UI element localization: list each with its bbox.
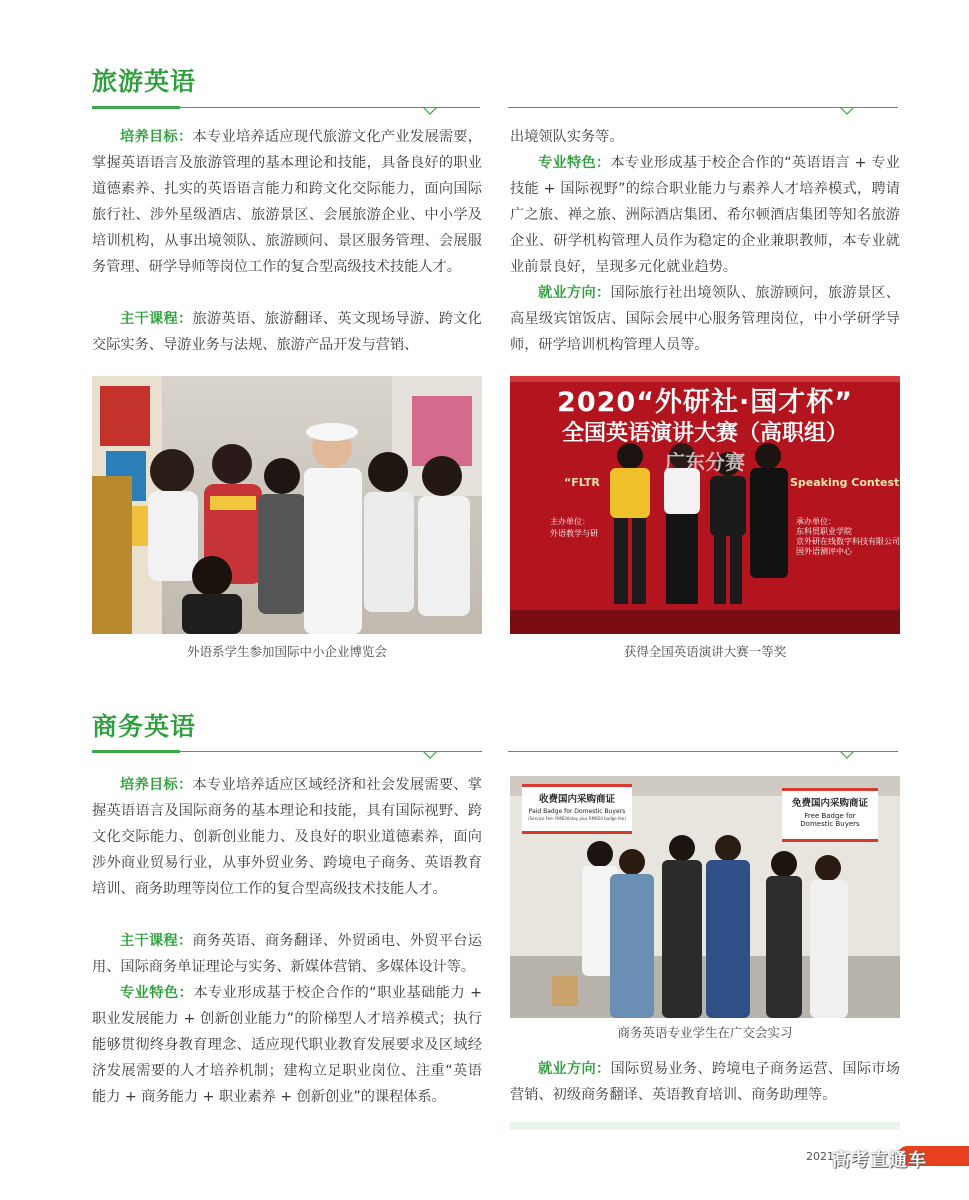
contest-banner-line4b: Speaking Contest xyxy=(790,476,900,489)
tourism-course-continued xyxy=(510,124,900,150)
tourism-course-cont-text: 出境领队实务等。 xyxy=(510,129,624,145)
photo-caption-expo: 外语系学生参加国际中小企业博览会 xyxy=(186,644,387,659)
tourism-goal-label: 培养目标： xyxy=(120,129,193,145)
fair-sign-right-en1: Free Badge for xyxy=(804,812,856,820)
chevron-down-icon xyxy=(423,107,437,115)
photo-speech-contest xyxy=(510,376,900,634)
chevron-down-icon xyxy=(840,107,854,115)
fair-sign-left-cn: 收费国内采购商证 xyxy=(538,794,615,805)
business-goal-label: 培养目标： xyxy=(120,777,193,793)
title-underline-accent xyxy=(92,106,180,109)
tourism-course-paragraph xyxy=(92,306,482,358)
fair-sign-right-en2: Domestic Buyers xyxy=(800,820,860,828)
chevron-down-icon xyxy=(840,751,854,759)
photo-expo-illustration xyxy=(92,376,482,634)
contest-org-right3: 国外语测评中心 xyxy=(796,547,852,556)
contest-org-right-label: 承办单位： xyxy=(796,517,836,526)
tourism-career-paragraph xyxy=(510,280,900,358)
photo-canton-fair xyxy=(510,776,900,1018)
tourism-feature-paragraph xyxy=(510,150,900,280)
business-goal-text: 本专业培养适应区域经济和社会发展需要、掌握英语语言及国际商务的基本理论和技能，具有国际视野、跨文化交际能力、创新创业能力、及良好的职业道德素养，面向涉外商业贸易行业，从事外贸业务、跨境电子商务、英语教育培训、商务助理等岗位工作的复合型高级技术技能人才。 xyxy=(92,777,482,897)
page-number: 2021 xyxy=(806,1150,834,1163)
fair-sign-left xyxy=(522,784,632,834)
section-title-tourism: 旅游英语 xyxy=(92,67,197,96)
photo-caption-canton-fair: 商务英语专业学生在广交会实习 xyxy=(617,1025,793,1040)
chevron-down-icon xyxy=(423,751,437,759)
brand-logo-text: 高考直通车 xyxy=(832,1150,927,1171)
bottom-decor-strip xyxy=(510,1122,900,1130)
contest-org-right2: 京外研在线数字科技有限公司 xyxy=(796,537,900,546)
business-course-text: 商务英语、商务翻译、外贸函电、外贸平台运用、国际商务单证理论与实务、新媒体营销、多媒体设计等。 xyxy=(92,933,482,975)
section-title-business: 商务英语 xyxy=(92,712,197,741)
tourism-course-text: 旅游英语、旅游翻译、英文现场导游、跨文化交际实务、导游业务与法规、旅游产品开发与营销、 xyxy=(92,311,482,353)
contest-org-right1: 东科贸职业学院 xyxy=(796,527,852,536)
contest-banner-line4: “FLTR xyxy=(564,476,600,489)
tourism-feature-text: 本专业形成基于校企合作的“英语语言 + 专业技能 + 国际视野”的综合职业能力与素养人才培养模式，聘请广之旅、禅之旅、洲际酒店集团、希尔顿酒店集团等知名旅游企业、研学机构管理人员作为稳定的企业兼职教师，本专业就业前景良好，呈现多元化就业趋势。 xyxy=(510,155,900,275)
business-career-paragraph xyxy=(510,1056,900,1108)
business-goal-paragraph xyxy=(92,772,482,902)
business-course-paragraph xyxy=(92,928,482,980)
tourism-career-text: 国际旅行社出境领队、旅游顾问，旅游景区、高星级宾馆饭店、国际会展中心服务管理岗位，中小学研学导师，研学培训机构管理人员等。 xyxy=(510,285,900,353)
business-course-label: 主干课程： xyxy=(120,933,193,949)
business-feature-text: 本专业形成基于校企合作的“职业基础能力 + 职业发展能力 + 创新创业能力”的阶梯型人才培养模式；执行能够贯彻终身教育理念、适应现代职业教育发展要求及区域经济发展需要的人才培养机制；建构立足职业岗位、注重“英语能力 + 商务能力 + 职业素养 + 创新创业”的课程体系。 xyxy=(92,985,482,1105)
photo-expo-students xyxy=(92,376,482,634)
contest-org-left: 外语教学与研 xyxy=(550,529,598,538)
business-feature-paragraph xyxy=(92,980,482,1110)
title-underline-accent xyxy=(92,750,180,753)
tourism-career-label: 就业方向： xyxy=(538,285,611,301)
tourism-goal-text: 本专业培养适应现代旅游文化产业发展需要，掌握英语语言及旅游管理的基本理论和技能，具备良好的职业道德素养、扎实的英语语言能力和跨文化交际能力，面向国际旅行社、涉外星级酒店、旅游景区、会展旅游企业、中小学及培训机构，从事出境领队、旅游顾问、景区服务管理、会展服务管理、研学导师等岗位工作的复合型高级技术技能人才。 xyxy=(92,129,482,275)
fair-sign-right xyxy=(782,788,878,842)
fair-sign-right-cn: 免费国内采购商证 xyxy=(791,798,868,809)
contest-banner-line2: 全国英语演讲大赛（高职组） xyxy=(561,421,848,446)
business-feature-label: 专业特色： xyxy=(120,985,194,1001)
contest-org-left-label: 主办单位： xyxy=(550,517,590,526)
tourism-feature-label: 专业特色： xyxy=(538,155,611,171)
business-career-label: 就业方向： xyxy=(538,1061,611,1077)
business-career-text: 国际贸易业务、跨境电子商务运营、国际市场营销、初级商务翻译、英语教育培训、商务助理等。 xyxy=(510,1061,900,1103)
fair-sign-left-en1: Paid Badge for Domestic Buyers xyxy=(528,808,626,815)
tourism-goal-paragraph xyxy=(92,124,482,280)
photo-caption-contest: 获得全国英语演讲大赛一等奖 xyxy=(623,644,787,659)
contest-banner-line3: 广东分赛 xyxy=(665,450,745,474)
tourism-course-label: 主干课程： xyxy=(120,311,193,327)
fair-sign-left-en2: (Service Fee: RMB30/day plus RMB50 badge fee) xyxy=(528,816,626,821)
contest-banner-line1: 2020“外研社·国才杯” xyxy=(557,387,853,418)
